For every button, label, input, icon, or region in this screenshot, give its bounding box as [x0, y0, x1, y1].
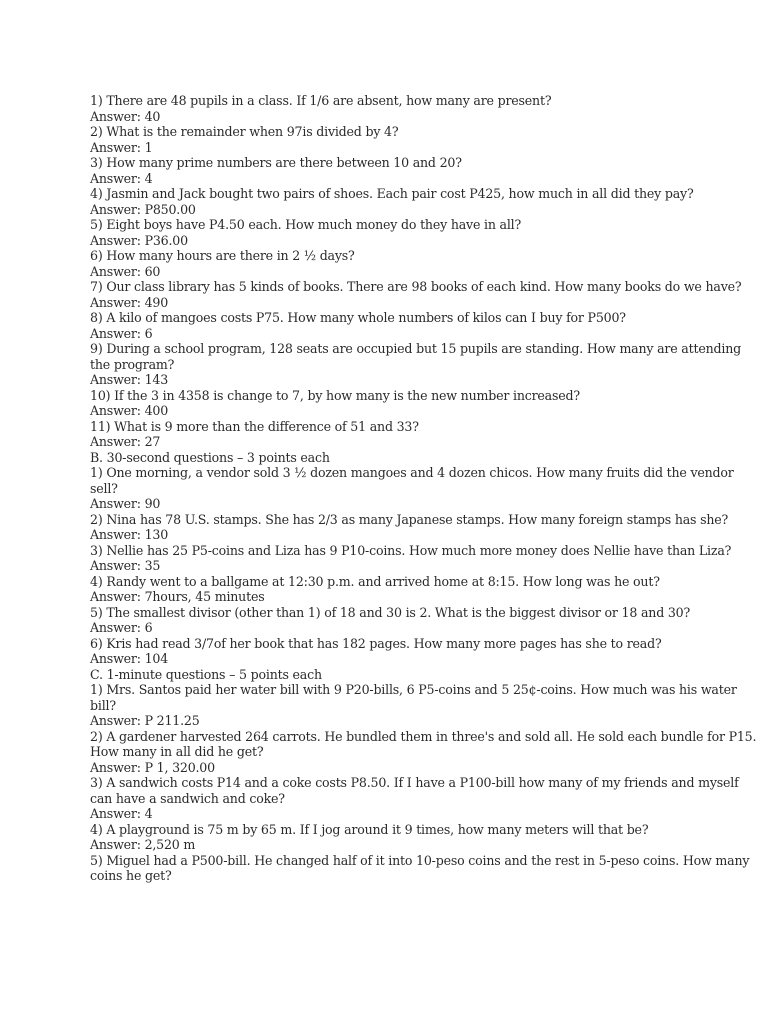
answer-a7: Answer: 490	[90, 294, 169, 310]
answer-a2: Answer: 1	[90, 139, 153, 155]
question-a8: 8) A kilo of mangoes costs P75. How many whole numbers of kilos can I buy for P500?	[90, 310, 626, 325]
answer-a11: Answer: 27	[90, 434, 161, 449]
answer-a10: Answer: 400	[90, 403, 169, 418]
answer-b4: Answer: 7hours, 45 minutes	[90, 589, 265, 604]
question-a5: 5) Eight boys have P4.50 each. How much money do they have in all?	[90, 217, 522, 232]
answer-a3: Answer: 4	[90, 170, 153, 186]
answer-a6: Answer: 60	[90, 263, 161, 279]
answer-b3: Answer: 35	[90, 558, 161, 573]
answer-b6: Answer: 104	[90, 651, 169, 666]
question-a1: 1) There are 48 pupils in a class. If 1/6 are absent, how many are present?	[90, 93, 552, 108]
answer-a9: Answer: 143	[90, 372, 169, 387]
answer-b2: Answer: 130	[90, 527, 169, 542]
question-a3: 3) How many prime numbers are there between 10 and 20?	[90, 155, 462, 170]
answer-c4: Answer: 2,520 m	[90, 837, 196, 852]
section-c-heading: C. 1-minute questions – 5 points each	[90, 666, 322, 682]
question-b2: 2) Nina has 78 U.S. stamps. She has 2/3 as many Japanese stamps. How many foreign stamps has she?	[90, 511, 729, 527]
answer-a8: Answer: 6	[90, 325, 153, 341]
worksheet-text	[90, 93, 760, 884]
question-a2: 2) What is the remainder when 97is divided by 4?	[90, 124, 399, 139]
answer-c2: Answer: P 1, 320.00	[90, 759, 215, 775]
answer-a1: Answer: 40	[90, 108, 161, 124]
answer-a5: Answer: P36.00	[90, 232, 188, 248]
question-c3: 3) A sandwich costs P14 and a coke costs P8.50. If I have a P100-bill how many of my friends and myself can have a sandwich and coke?	[90, 775, 739, 806]
answer-b1: Answer: 90	[90, 496, 161, 511]
question-c5: 5) Miguel had a P500-bill. He changed half of it into 10-peso coins and the rest in 5-peso coins. How many coins he get?	[90, 852, 750, 883]
question-b4: 4) Randy went to a ballgame at 12:30 p.m. and arrived home at 8:15. How long was he out?	[90, 573, 660, 589]
section-b-heading: B. 30-second questions – 3 points each	[90, 449, 330, 465]
question-a11: 11) What is 9 more than the difference of 51 and 33?	[90, 418, 419, 434]
answer-c1: Answer: P 211.25	[90, 713, 200, 728]
question-c4: 4) A playground is 75 m by 65 m. If I jog around it 9 times, how many meters will that be?	[90, 821, 649, 837]
question-a9: 9) During a school program, 128 seats are occupied but 15 pupils are standing. How many are attending the program?	[90, 341, 741, 372]
question-b5: 5) The smallest divisor (other than 1) of 18 and 30 is 2. What is the biggest divisor or 18 and 30?	[90, 604, 691, 620]
question-b1: 1) One morning, a vendor sold 3 ½ dozen mangoes and 4 dozen chicos. How many fruits did the vendor sell?	[90, 465, 734, 496]
answer-b5: Answer: 6	[90, 620, 153, 635]
question-a6: 6) How many hours are there in 2 ½ days?	[90, 248, 355, 263]
answer-a4: Answer: P850.00	[90, 201, 196, 217]
question-a4: 4) Jasmin and Jack bought two pairs of shoes. Each pair cost P425, how much in all did they pay?	[90, 186, 694, 201]
question-a7: 7) Our class library has 5 kinds of books. There are 98 books of each kind. How many books do we have?	[90, 279, 742, 294]
question-a10: 10) If the 3 in 4358 is change to 7, by how many is the new number increased?	[90, 387, 580, 403]
answer-c3: Answer: 4	[90, 806, 153, 821]
question-b3: 3) Nellie has 25 P5-coins and Liza has 9 P10-coins. How much more money does Nellie have than Liza?	[90, 542, 732, 558]
question-c2: 2) A gardener harvested 264 carrots. He bundled them in three's and sold all. He sold each bundle for P15. How many in all did he get?	[90, 728, 757, 759]
question-b6: 6) Kris had read 3/7of her book that has 182 pages. How many more pages has she to read?	[90, 635, 662, 651]
question-c1: 1) Mrs. Santos paid her water bill with 9 P20-bills, 6 P5-coins and 5 25¢-coins. How much was his water bill?	[90, 682, 737, 713]
